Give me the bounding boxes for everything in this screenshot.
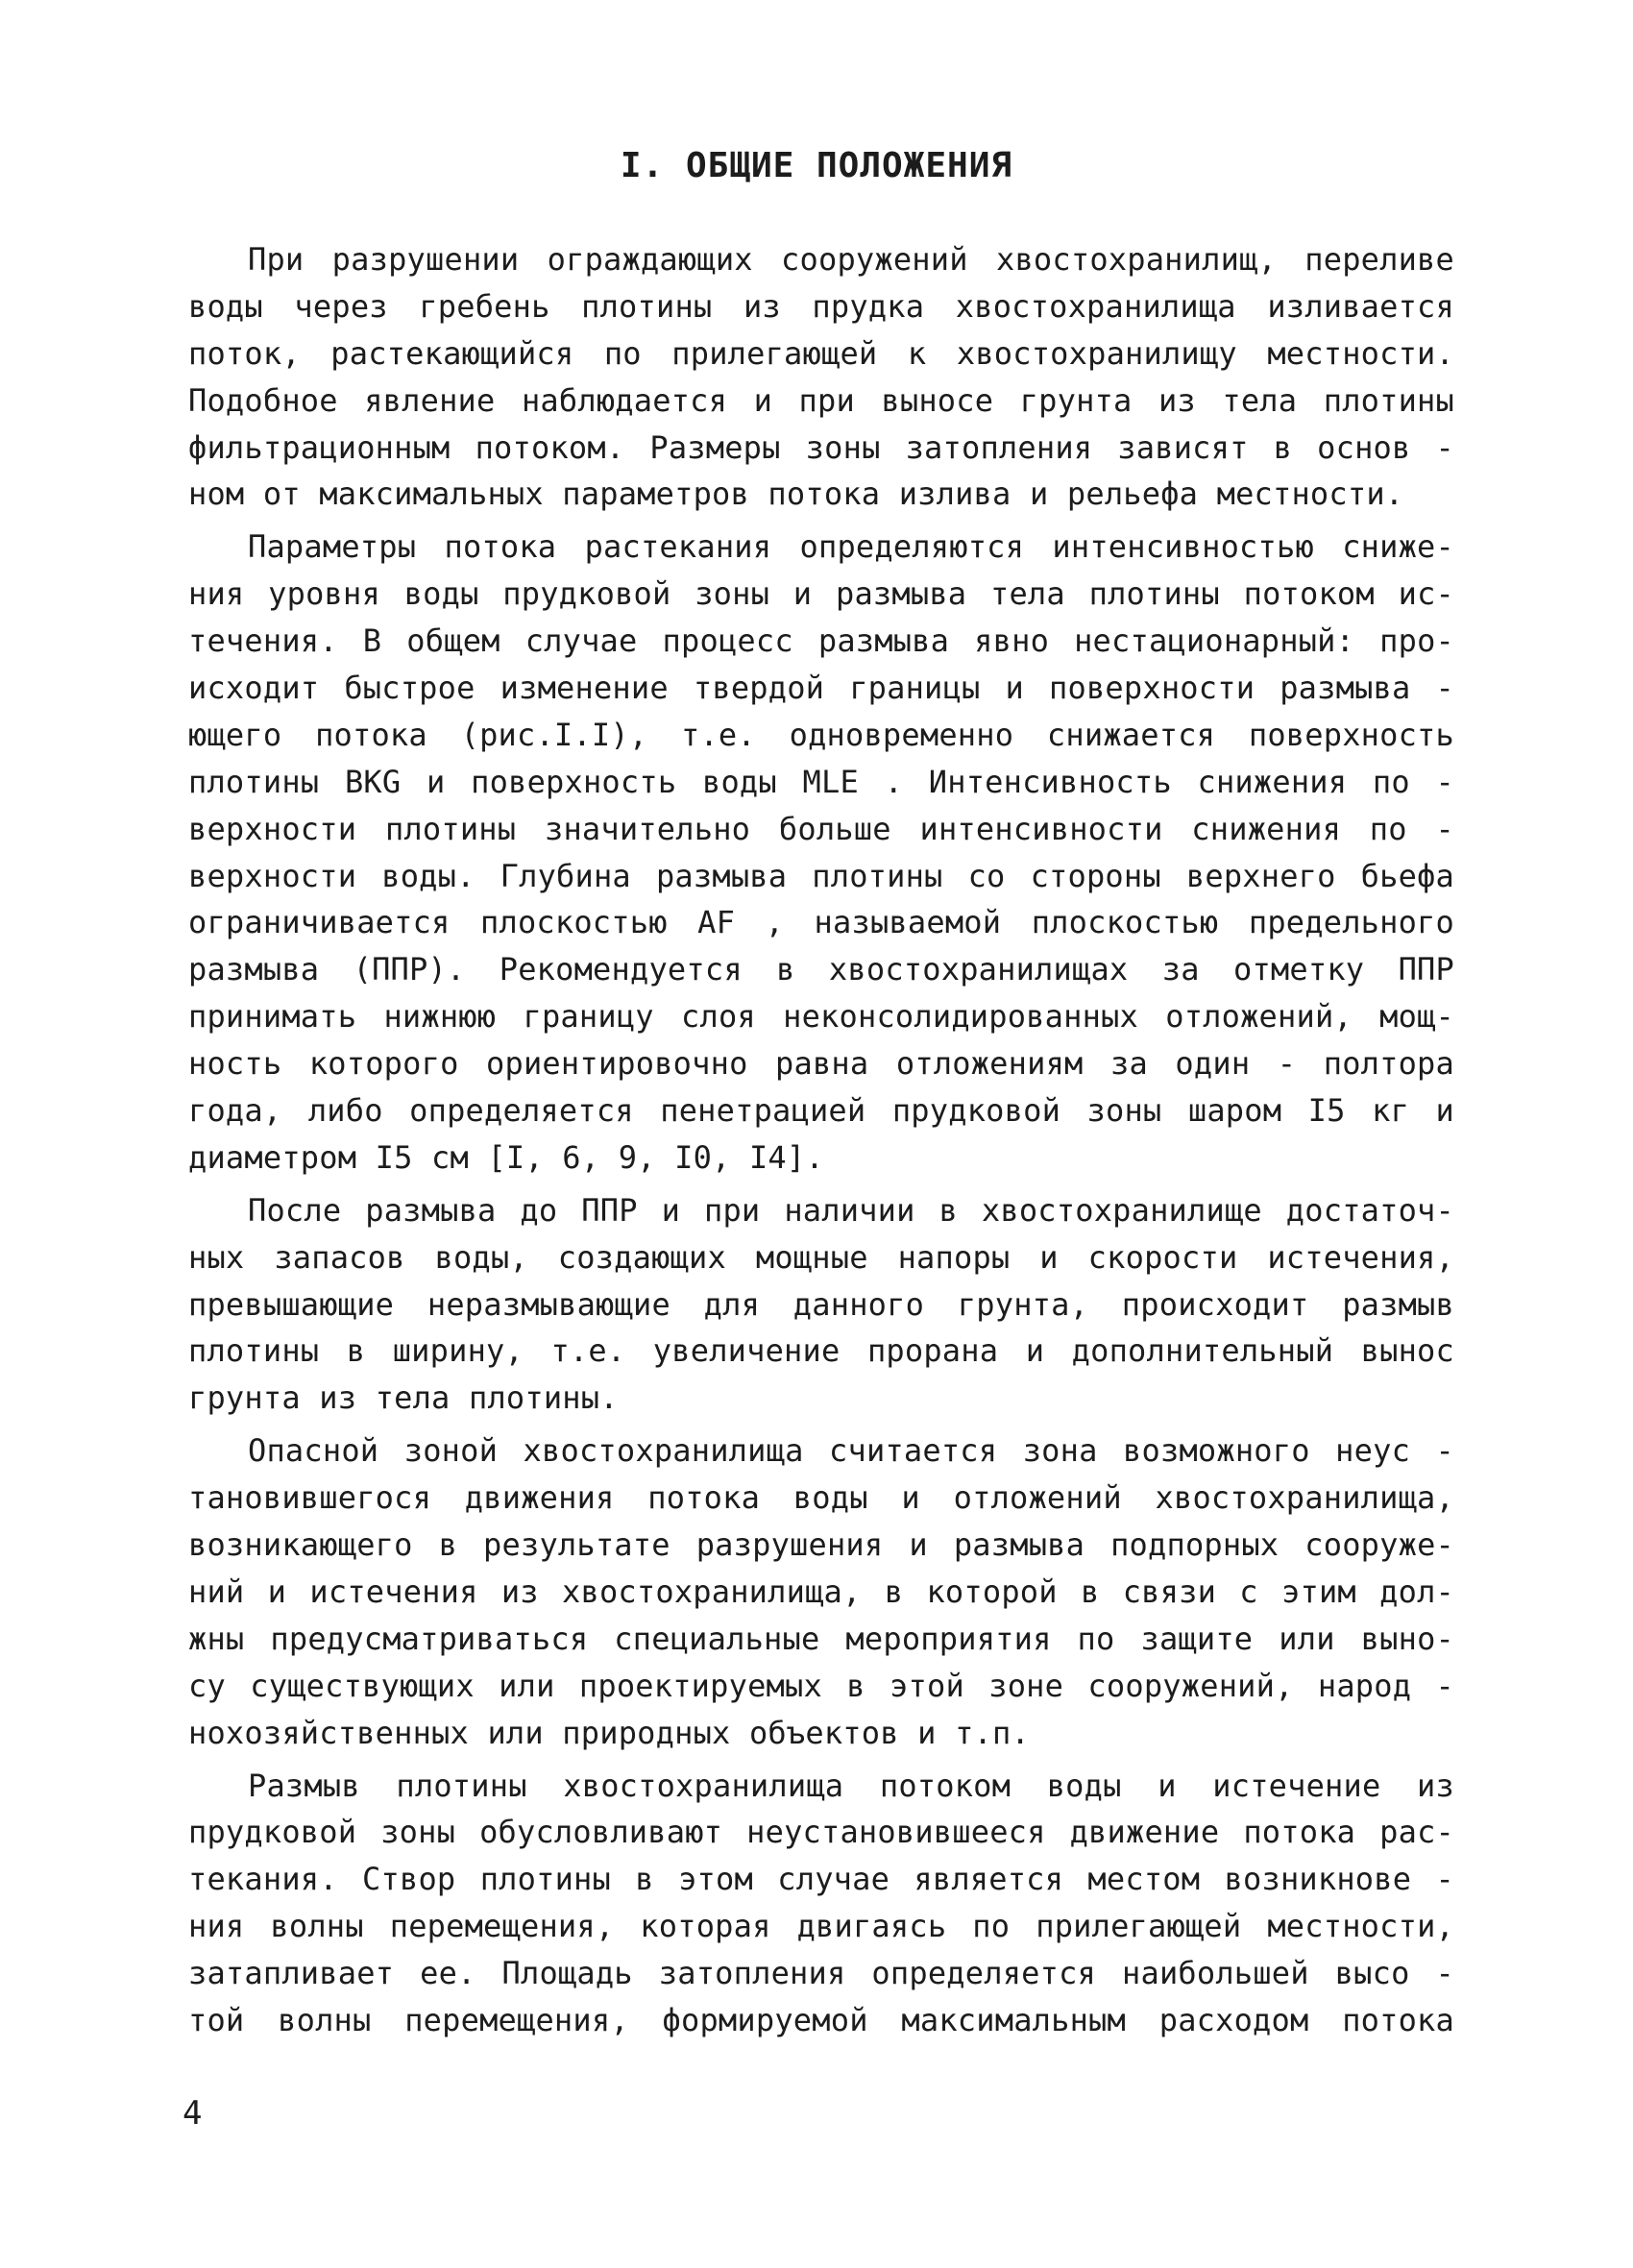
text-line: Опасной зоной хвостохранилища считается зона возможного неус - bbox=[248, 1432, 1454, 1470]
text-line: При разрушении ограждающих сооружений хвостохранилищ, переливе bbox=[248, 241, 1454, 278]
text-line: су существующих или проектируемых в этой зоне сооружений, народ - bbox=[188, 1667, 1454, 1704]
text-line: фильтрационным потоком. Размеры зоны затопления зависят в основ - bbox=[188, 428, 1454, 466]
text-line: ность которого ориентировочно равна отложениям за один - полтора bbox=[188, 1045, 1454, 1083]
text-line: Подобное явление наблюдается и при выносе грунта из тела плотины bbox=[188, 381, 1454, 419]
text-line: ния волны перемещения, которая двигаясь по прилегающей местности, bbox=[188, 1908, 1454, 1945]
text-line: Размыв плотины хвостохранилища потоком воды и истечение из bbox=[248, 1767, 1454, 1804]
text-line: поток, растекающийся по прилегающей к хвостохранилищу местности. bbox=[188, 334, 1454, 372]
text-line: исходит быстрое изменение твердой границы и поверхности размыва - bbox=[188, 670, 1454, 707]
page-number: 4 bbox=[183, 2094, 203, 2133]
text-line: диаметром I5 см [I, 6, 9, I0, I4]. bbox=[188, 1138, 824, 1176]
section-heading: I. ОБЩИЕ ПОЛОЖЕНИЯ bbox=[620, 146, 1013, 185]
text-line: нохозяйственных или природных объектов и т.п. bbox=[188, 1714, 1030, 1751]
text-line: затапливает ее. Площадь затопления определяется наибольшей высо - bbox=[188, 1955, 1454, 1992]
paragraph bbox=[188, 1763, 1454, 2044]
text-line: верхности плотины значительно больше интенсивности снижения по - bbox=[188, 810, 1454, 847]
text-line: ограничивается плоскостью AF , называемой плоскостью предельного bbox=[188, 904, 1454, 941]
text-line: ном от максимальных параметров потока излива и рельефа местности. bbox=[188, 476, 1404, 513]
text-line: ющего потока (рис.I.I), т.е. одновременно снижается поверхность bbox=[188, 716, 1454, 753]
text-line: плотины в ширину, т.е. увеличение прорана и дополнительный вынос bbox=[188, 1332, 1454, 1370]
text-line: течения. В общем случае процесс размыва явно нестационарный: про- bbox=[188, 622, 1454, 660]
text-line: ных запасов воды, создающих мощные напоры и скорости истечения, bbox=[188, 1238, 1454, 1276]
text-line: тановившегося движения потока воды и отложений хвостохранилища, bbox=[188, 1479, 1454, 1517]
text-line: текания. Створ плотины в этом случае является местом возникнове - bbox=[188, 1861, 1454, 1898]
text-line: размыва (ППР). Рекомендуется в хвостохранилищах за отметку ППР bbox=[188, 951, 1454, 988]
paragraph bbox=[188, 1427, 1454, 1756]
text-line: прудковой зоны обусловливают неустановившееся движение потока рас- bbox=[188, 1814, 1454, 1851]
text-line: верхности воды. Глубина размыва плотины со стороны верхнего бьефа bbox=[188, 857, 1454, 894]
text-line: превышающие неразмывающие для данного грунта, происходит размыв bbox=[188, 1285, 1454, 1323]
paragraph bbox=[188, 1187, 1454, 1422]
text-line: ния уровня воды прудковой зоны и размыва тела плотины потоком ис- bbox=[188, 575, 1454, 613]
text-line: После размыва до ППР и при наличии в хвостохранилище достаточ- bbox=[248, 1191, 1454, 1229]
paragraph bbox=[188, 236, 1454, 518]
text-line: воды через гребень плотины из прудка хвостохранилища изливается bbox=[188, 287, 1454, 325]
text-line: плотины BKG и поверхность воды MLE . Интенсивность снижения по - bbox=[188, 763, 1454, 800]
text-line: года, либо определяется пенетрацией прудковой зоны шаром I5 кг и bbox=[188, 1092, 1454, 1130]
text-line: грунта из тела плотины. bbox=[188, 1379, 619, 1417]
text-line: жны предусматриваться специальные мероприятия по защите или выно- bbox=[188, 1620, 1454, 1657]
text-line: принимать нижнюю границу слоя неконсолидированных отложений, мощ- bbox=[188, 998, 1454, 1036]
text-line: Параметры потока растекания определяются интенсивностью сниже- bbox=[248, 528, 1454, 566]
text-line: возникающего в результате разрушения и размыва подпорных сооруже- bbox=[188, 1526, 1454, 1564]
text-line: ний и истечения из хвостохранилища, в которой в связи с этим дол- bbox=[188, 1573, 1454, 1610]
text-line: той волны перемещения, формируемой максимальным расходом потока bbox=[188, 2001, 1454, 2038]
paragraph bbox=[188, 524, 1454, 1181]
body-text bbox=[188, 236, 1454, 2050]
